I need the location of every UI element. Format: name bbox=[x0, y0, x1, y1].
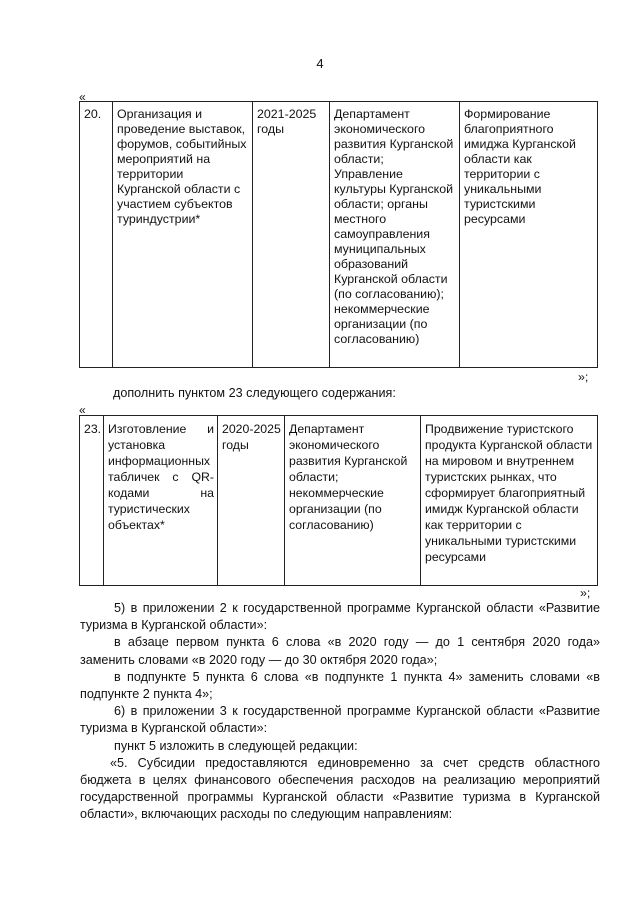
page-number: 4 bbox=[316, 56, 324, 71]
cell-period: 2020-2025 годы bbox=[218, 416, 285, 586]
paragraph: 5) в приложении 2 к государственной программе Курганской области «Развитие туризма в Курганской области»: bbox=[80, 601, 600, 633]
amendment-text bbox=[80, 600, 600, 824]
table-row bbox=[80, 416, 598, 586]
add-point-instruction: дополнить пунктом 23 следующего содержания: bbox=[113, 386, 396, 400]
paragraph: пункт 5 изложить в следующей редакции: bbox=[114, 738, 358, 753]
table-point-20 bbox=[79, 101, 598, 368]
cell-number: 20. bbox=[80, 102, 113, 368]
cell-event-name: Изготовление и установка информационных табличек с QR-кодами на туристических объектах* bbox=[104, 416, 218, 586]
cell-executors: Департамент экономического развития Курганской области; некоммерческие организации (по согласованию) bbox=[285, 416, 421, 586]
close-quote-2: »; bbox=[580, 586, 591, 600]
cell-result: Продвижение туристского продукта Курганской области на мировом и внутреннем туристских рынках, что сформирует благоприятный имидж Курганской области как территории с уникальными туристскими ресурсами bbox=[421, 416, 598, 586]
open-quote-2: « bbox=[79, 403, 86, 417]
paragraph: в абзаце первом пункта 6 слова «в 2020 году — до 1 сентября 2020 года» заменить словами «в 2020 году — до 30 октября 2020 года»; bbox=[80, 635, 600, 667]
table-row bbox=[80, 102, 598, 368]
cell-executors: Департамент экономического развития Курганской области; Управление культуры Курганской области; органы местного самоуправления муниципальных образований Курганской области (по согласованию); некоммерческие организации (по согласованию) bbox=[330, 102, 460, 368]
open-quote-1: « bbox=[79, 90, 86, 104]
paragraph: в подпункте 5 пункта 6 слова «в подпункте 1 пункта 4» заменить словами «в подпункте 2 пункта 4»; bbox=[80, 669, 600, 702]
paragraph: 6) в приложении 3 к государственной программе Курганской области «Развитие туризма в Курганской области»: bbox=[80, 704, 600, 736]
cell-number: 23. bbox=[80, 416, 104, 586]
cell-result: Формирование благоприятного имиджа Курганской области как территории с уникальными туристскими ресурсами bbox=[460, 102, 598, 368]
cell-period: 2021-2025 годы bbox=[253, 102, 330, 368]
cell-event-name: Организация и проведение выставок, форумов, событийных мероприятий на территории Курганской области с участием субъектов туриндустрии* bbox=[113, 102, 253, 368]
paragraph: «5. Субсидии предоставляются единовременно за счет средств областного бюджета в целях финансового обеспечения расходов на реализацию мероприятий государственной программы Курганской области «Развитие туризма в Курганской области», включающих расходы по следующим направлениям: bbox=[80, 755, 600, 822]
close-quote-1: »; bbox=[578, 370, 589, 384]
table-point-23 bbox=[79, 415, 598, 586]
